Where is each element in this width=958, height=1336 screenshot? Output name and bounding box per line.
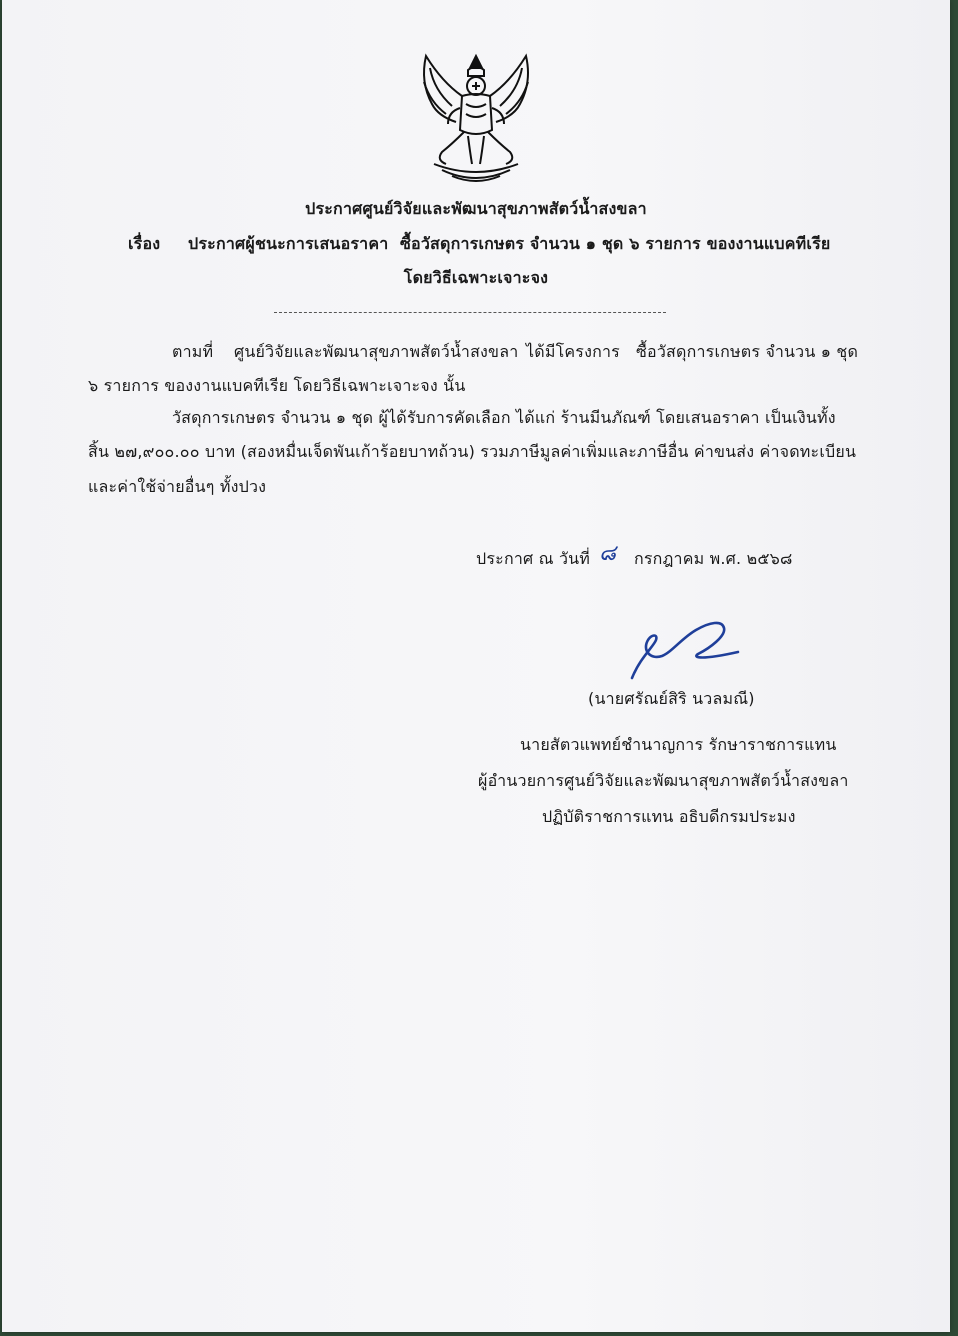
para2-line-3: และค่าใช้จ่ายอื่นๆ ทั้งปวง: [88, 477, 267, 496]
handwritten-signature-icon: [626, 618, 744, 682]
para1-lead: ตามที่: [172, 342, 214, 361]
subject-item: ซื้อวัสดุการเกษตร จำนวน ๑ ชุด ๖ รายการ ของงานแบคทีเรีย: [400, 234, 831, 253]
garuda-emblem-icon: [412, 52, 540, 188]
document-page: [2, 0, 950, 1332]
signatory-position-3: ปฏิบัติราชการแทน อธิบดีกรมประมง: [542, 807, 796, 826]
para2-line-2: สิ้น ๒๗,๙๐๐.๐๐ บาท (สองหมื่นเจ็ดพันเก้าร้อยบาทถ้วน) รวมภาษีมูลค่าเพิ่มและภาษีอื่น ค่าขนส่ง ค่าจดทะเบียน: [88, 442, 857, 461]
date-day: ๘: [599, 541, 617, 566]
subject-label: เรื่อง: [128, 234, 161, 253]
para1-agency: ศูนย์วิจัยและพัฒนาสุขภาพสัตว์น้ำสงขลา: [234, 342, 519, 361]
signatory-position-2: ผู้อำนวยการศูนย์วิจัยและพัฒนาสุขภาพสัตว์น้ำสงขลา: [478, 771, 849, 790]
subject-text: ประกาศผู้ชนะการเสนอราคา: [188, 234, 389, 253]
para1-project: ได้มีโครงการ: [526, 342, 620, 361]
para2-line-1: วัสดุการเกษตร จำนวน ๑ ชุด ผู้ได้รับการคัดเลือก ได้แก่ ร้านมีนภัณฑ์ โดยเสนอราคา เป็นเงินทั้ง: [172, 408, 836, 427]
divider: [274, 312, 666, 313]
para1-line-2: ๖ รายการ ของงานแบคทีเรีย โดยวิธีเฉพาะเจาะจง นั้น: [88, 376, 466, 395]
date-suffix: กรกฎาคม พ.ศ. ๒๕๖๘: [634, 549, 793, 568]
signatory-name: (นายศรัณย์สิริ นวลมณี): [588, 689, 755, 708]
document-title: ประกาศศูนย์วิจัยและพัฒนาสุขภาพสัตว์น้ำสงขลา: [305, 199, 647, 218]
subject-line-2: โดยวิธีเฉพาะเจาะจง: [403, 268, 549, 287]
date-prefix: ประกาศ ณ วันที่: [476, 549, 591, 568]
para1-item: ซื้อวัสดุการเกษตร จำนวน ๑ ชุด: [636, 342, 859, 361]
signatory-position-1: นายสัตวแพทย์ชำนาญการ รักษาราชการแทน: [520, 735, 837, 754]
